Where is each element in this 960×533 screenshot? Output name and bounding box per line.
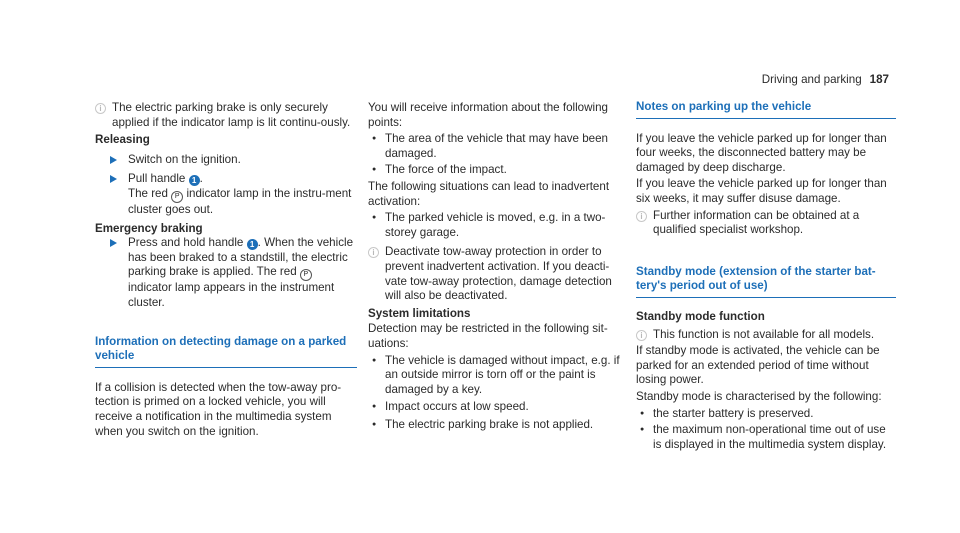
intro-text: You will receive information about the following points: (368, 101, 608, 129)
standby-features-list (636, 407, 896, 453)
list-item: ● The area of the vehicle that may have been damaged. (368, 132, 630, 161)
info-icon: i (368, 247, 379, 258)
handle-number-badge: 1 (247, 239, 258, 250)
page-header (762, 73, 889, 88)
step-text-part: When the vehicle has been braked to a standstill, the electric parking brake is applied. The red (128, 236, 354, 279)
step-text-part: indicator lamp in the instru-ment cluster goes out. (128, 186, 352, 216)
paragraph: If you leave the vehicle parked up for longer than four weeks, the disconnected battery may be damaged by deep discharge. (636, 131, 887, 174)
points-list (368, 132, 630, 178)
section-heading-damage-detection: Information on detecting damage on a parked vehicle (95, 335, 357, 368)
paragraph: Standby mode is characterised by the following: (636, 389, 882, 403)
note-text: Deactivate tow-away protection in order to prevent inadvertent activation. If you deacti-vate tow-away protection, damage detection will also be deactivated. (385, 245, 612, 303)
info-icon: i (95, 103, 106, 114)
step-text-part: . (199, 172, 203, 186)
note-text: This function is not available for all models. (653, 327, 875, 341)
info-note (636, 209, 896, 238)
step-press-handle (95, 236, 357, 310)
info-icon: i (636, 330, 647, 341)
system-limitations-heading: System limitations (368, 306, 471, 320)
list-item: ● The parked vehicle is moved, e.g. in a two-storey garage. (368, 211, 630, 240)
step-arrow-icon (110, 175, 117, 183)
step-text (128, 172, 357, 217)
limits-list (368, 354, 630, 433)
step-switch-ignition (95, 153, 357, 168)
emergency-braking-block (95, 222, 357, 311)
section-name: Driving and parking (761, 73, 862, 86)
step-text (128, 236, 357, 310)
section-heading-parking-up: Notes on parking up the vehicle (636, 100, 896, 119)
section-body: If a collision is detected when the tow-away pro-tection is primed on a locked vehicle, you will receive a notification in the multimedia system when you switch on the ignition. (95, 380, 342, 438)
step-text-part: Pull handle (128, 172, 186, 186)
column-left (95, 101, 357, 439)
situations-list (368, 211, 630, 240)
step-arrow-icon (110, 239, 117, 247)
step-pull-handle (95, 172, 357, 217)
lead-text: The following situations can lead to inadvertent activation: (368, 179, 610, 208)
paragraph: If you leave the vehicle parked up for longer than six weeks, it may suffer disuse damage. (636, 177, 887, 205)
column-right (636, 101, 896, 452)
note-text: The electric parking brake is only securely applied if the indicator lamp is lit continu-ously. (112, 101, 351, 129)
list-item: ● The electric parking brake is not applied. (368, 418, 630, 433)
column-middle (368, 101, 630, 432)
note-text: Further information can be obtained at a qualified specialist workshop. (653, 208, 860, 237)
section-heading-standby-mode: Standby mode (extension of the starter bat-tery's period out of use) (636, 265, 896, 298)
list-item: ● the maximum non-operational time out of use is displayed in the multimedia system display. (636, 423, 896, 452)
handle-number-badge: 1 (189, 175, 200, 186)
standby-function-heading: Standby mode function (636, 309, 765, 323)
parking-brake-lamp-icon: P (300, 269, 312, 281)
info-note (636, 328, 896, 343)
step-arrow-icon (110, 156, 117, 164)
list-item: ● Impact occurs at low speed. (368, 400, 630, 415)
page-number: 187 (869, 73, 889, 86)
info-note (95, 101, 357, 130)
emergency-braking-heading: Emergency braking (95, 221, 203, 235)
step-text-part: Press and hold handle (128, 236, 244, 250)
step-text-part: . (257, 236, 261, 250)
limits-body: Detection may be restricted in the following sit-uations: (368, 322, 608, 350)
info-note (368, 245, 630, 303)
step-text: Switch on the ignition. (128, 152, 241, 166)
list-item: ● The vehicle is damaged without impact, e.g. if an outside mirror is torn off or the paint is damaged by a key. (368, 354, 630, 398)
parking-brake-lamp-icon: P (171, 191, 183, 203)
releasing-heading: Releasing (95, 133, 150, 147)
step-text-part: indicator lamp appears in the instrument cluster. (128, 281, 335, 309)
list-item: ● The force of the impact. (368, 163, 630, 178)
list-item: ● the starter battery is preserved. (636, 407, 896, 422)
paragraph: If standby mode is activated, the vehicle can be parked for an extended period of time without losing power. (636, 344, 880, 387)
info-icon: i (636, 211, 647, 222)
step-text-part: The red (128, 186, 168, 200)
